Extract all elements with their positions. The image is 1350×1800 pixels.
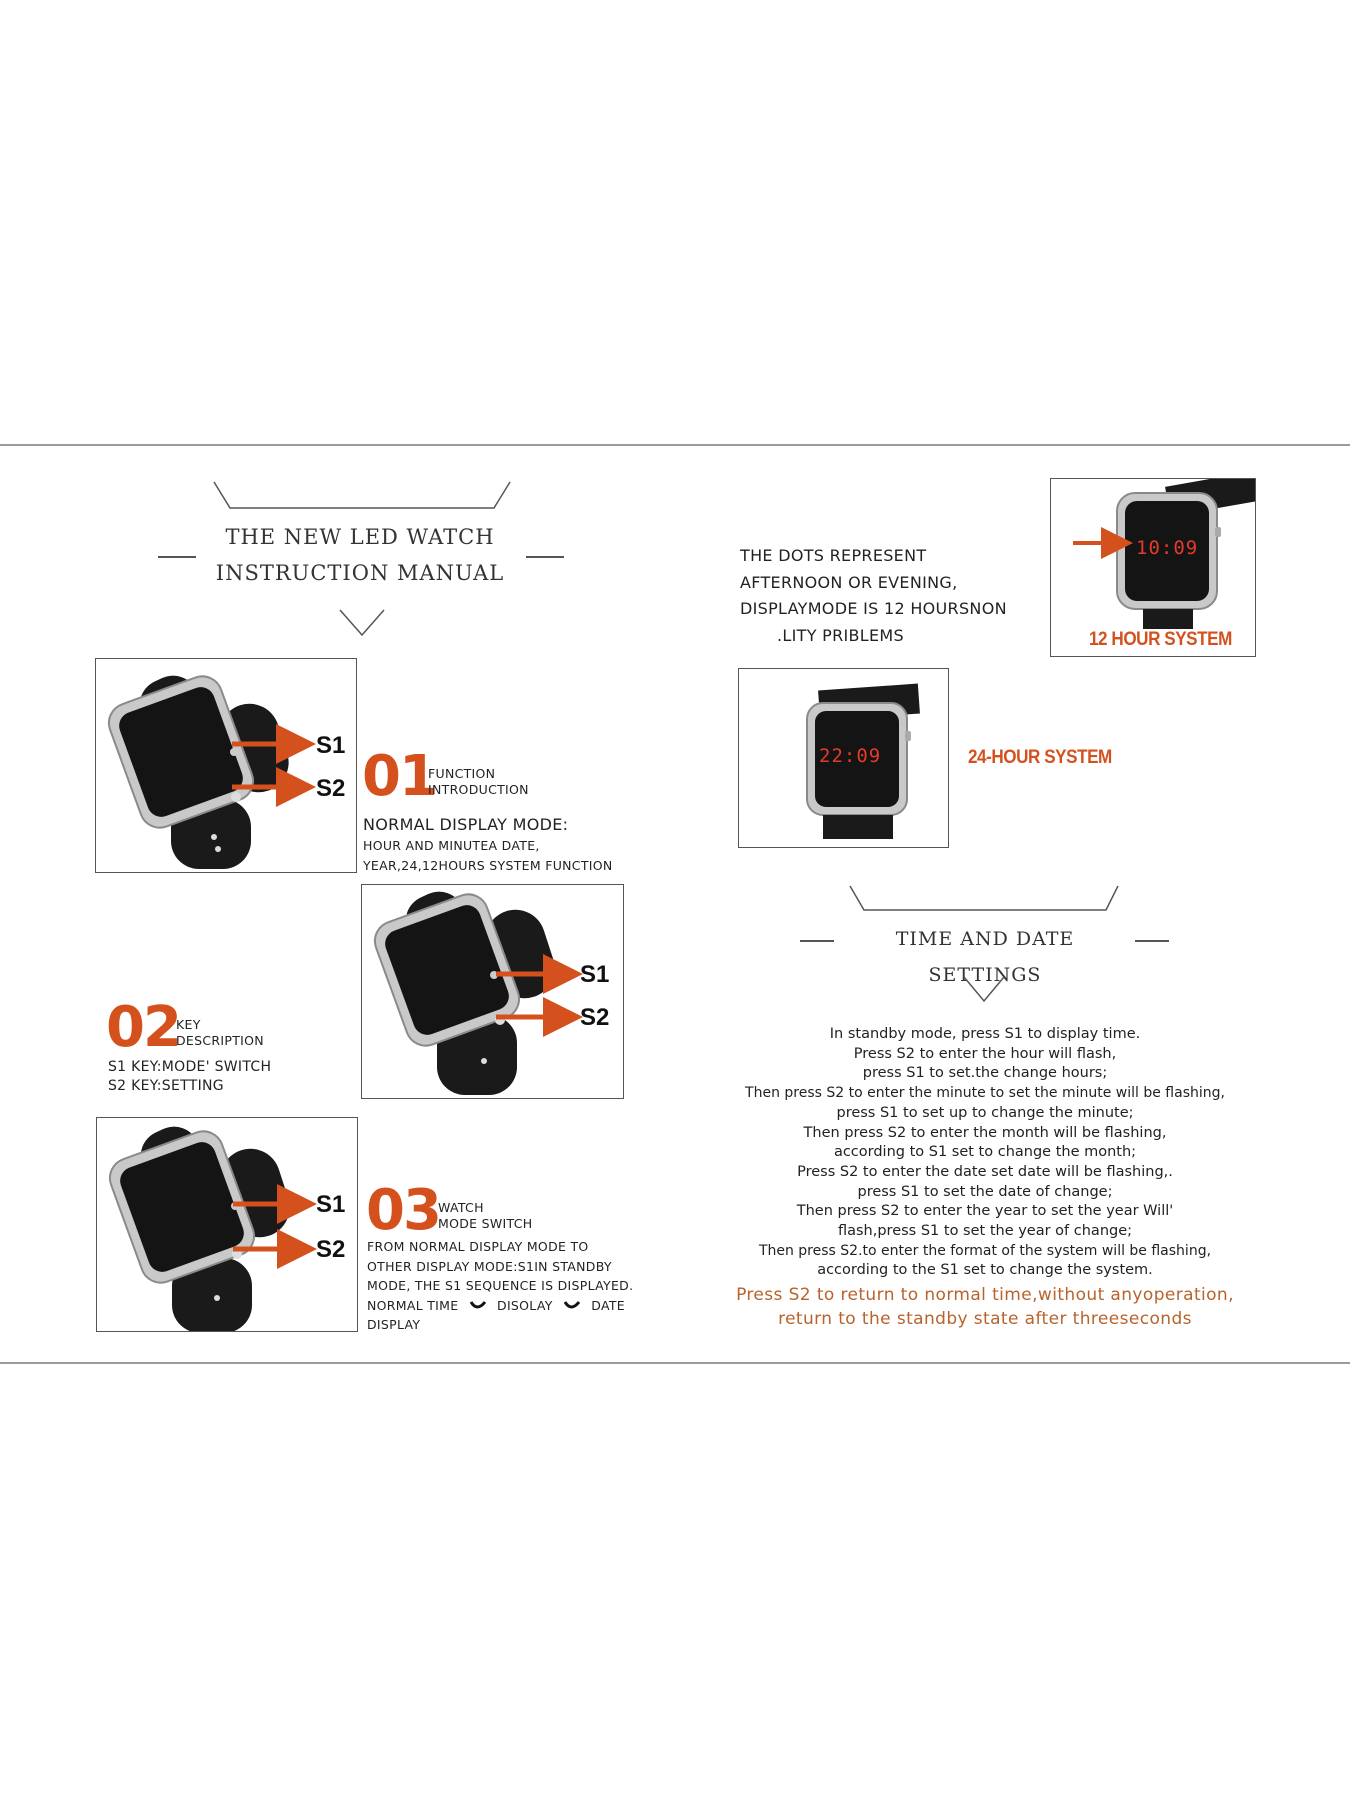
twelve-hour-image-box [1050,478,1256,657]
s2-label: S2 [580,1004,610,1031]
instruction-line: Then press S2 to enter the year to set the year Will' [796,1203,1174,1220]
s1-label: S1 [316,1191,346,1218]
section-03-number: 03 [366,1178,440,1243]
curved-arrow-icon [563,1300,581,1312]
section-01-label-line1: FUNCTION [428,766,496,781]
curved-arrow-icon [469,1300,487,1312]
instruction-line: Press S2 to enter the date set date will be flashing,. [797,1163,1173,1180]
section-03-label-line2: MODE SWITCH [438,1216,533,1231]
section-01-label-line2: INTRODUCTION [428,782,529,797]
watch-s1-s2-diagram-1 [96,659,357,873]
section-03-desc-line2: OTHER DISPLAY MODE:S1IN STANDBY [367,1258,612,1274]
instruction-line: In standby mode, press S1 to display time. [829,1026,1141,1042]
section-01-label [428,766,529,798]
instruction-line: flash,press S1 to set the year of change; [837,1223,1133,1240]
header-right-dash [526,556,564,558]
instruction-line: Press S2 to enter the hour will flash, [853,1045,1117,1062]
section-03-label-line1: WATCH [438,1200,484,1215]
instruction-line: press S1 to set the date of change; [857,1183,1113,1200]
highlight-line: Press S2 to return to normal time,without anyoperation, [736,1285,1234,1306]
settings-right-dash [1135,940,1169,942]
section-01-desc-line1: HOUR AND MINUTEA DATE, [363,838,540,853]
section-03-desc-line1: FROM NORMAL DISPLAY MODE TO [367,1239,589,1254]
section-02-label-line1: KEY [176,1017,201,1032]
section-03-desc [367,1237,647,1335]
manual-title [200,519,520,591]
watch-s1-s2-diagram-3 [97,1118,358,1332]
instruction-line: press S1 to set.the change hours; [862,1065,1108,1082]
section-01-heading: NORMAL DISPLAY MODE: [363,815,569,834]
twelve-hour-caption: 12 HOUR SYSTEM [1089,629,1232,650]
normal-time-text: NORMAL TIME [367,1297,459,1313]
watch-image-box-1 [95,658,357,873]
dots-note-line2: AFTERNOON OR EVENING, [740,572,958,592]
header-down-chevron-icon [338,608,386,638]
instruction-line: according to the S1 set to change the system. [817,1262,1153,1279]
section-01-number: 01 [362,744,436,809]
section-03-label [438,1200,532,1232]
watch-image-box-2 [361,884,624,1099]
settings-instructions [725,1025,1245,1331]
s2-key-description: S2 KEY:SETTING [108,1078,224,1094]
watch-s1-s2-diagram-2 [362,885,624,1099]
instruction-line: Then press S2.to enter the format of the system will be flashing, [758,1242,1212,1259]
instruction-line: press S1 to set up to change the minute; [836,1104,1134,1121]
section-03-desc-line3: MODE, THE S1 SEQUENCE IS DISPLAYED. [367,1278,634,1293]
section-01-desc-line2: YEAR,24,12HOURS SYSTEM FUNCTION [363,858,613,873]
dots-note-line1: THE DOTS REPRESENT [740,546,927,565]
dots-note-line4: .LITY PRIBLEMS [777,625,904,645]
s1-label: S1 [580,961,610,988]
section-03-desc-line4 [367,1296,647,1316]
settings-down-chevron-icon [962,975,1006,1003]
top-rule [0,444,1350,446]
header-top-chevron-icon [212,480,512,510]
dots-note [740,543,1007,649]
s2-label: S2 [316,775,346,802]
instruction-line: according to S1 set to change the month; [833,1144,1137,1161]
twenty-four-hour-image-box [738,668,949,848]
dots-note-line3: DISPLAYMODE IS 12 HOURSNON [740,599,1007,618]
section-03-desc-line5: DISPLAY [367,1317,421,1332]
s1-label: S1 [316,732,346,759]
instruction-line: Then press S2 to enter the minute to set the minute will be flashing, [745,1085,1225,1102]
twenty-four-hour-led-display: 22:09 [819,745,882,767]
twelve-hour-led-display: 10:09 [1136,537,1199,559]
section-02-label-line2: DESCRIPTION [176,1033,264,1048]
section-02-keys [108,1058,271,1096]
highlight-line: return to the standby state after threeseconds [778,1309,1192,1330]
instruction-line: Then press S2 to enter the month will be flashing, [803,1124,1167,1141]
date-text: DATE [591,1297,625,1313]
display-text: DISOLAY [497,1297,553,1313]
section-02-number: 02 [106,995,180,1060]
s2-label: S2 [316,1236,346,1263]
settings-title: TIME AND DATE SETTINGS [895,928,1075,986]
s1-key-description: S1 KEY:MODE' SWITCH [108,1059,272,1075]
settings-left-dash [800,940,834,942]
watch-image-box-3 [96,1117,358,1332]
header-left-dash [158,556,196,558]
twenty-four-hour-caption: 24-HOUR SYSTEM [968,747,1112,768]
manual-title-line2: INSTRUCTION MANUAL [215,561,505,585]
settings-top-chevron-icon [848,884,1120,912]
bottom-rule [0,1362,1350,1364]
section-02-label [176,1017,264,1049]
section-01-desc [363,836,613,876]
manual-title-line1: THE NEW LED WATCH [225,525,495,549]
